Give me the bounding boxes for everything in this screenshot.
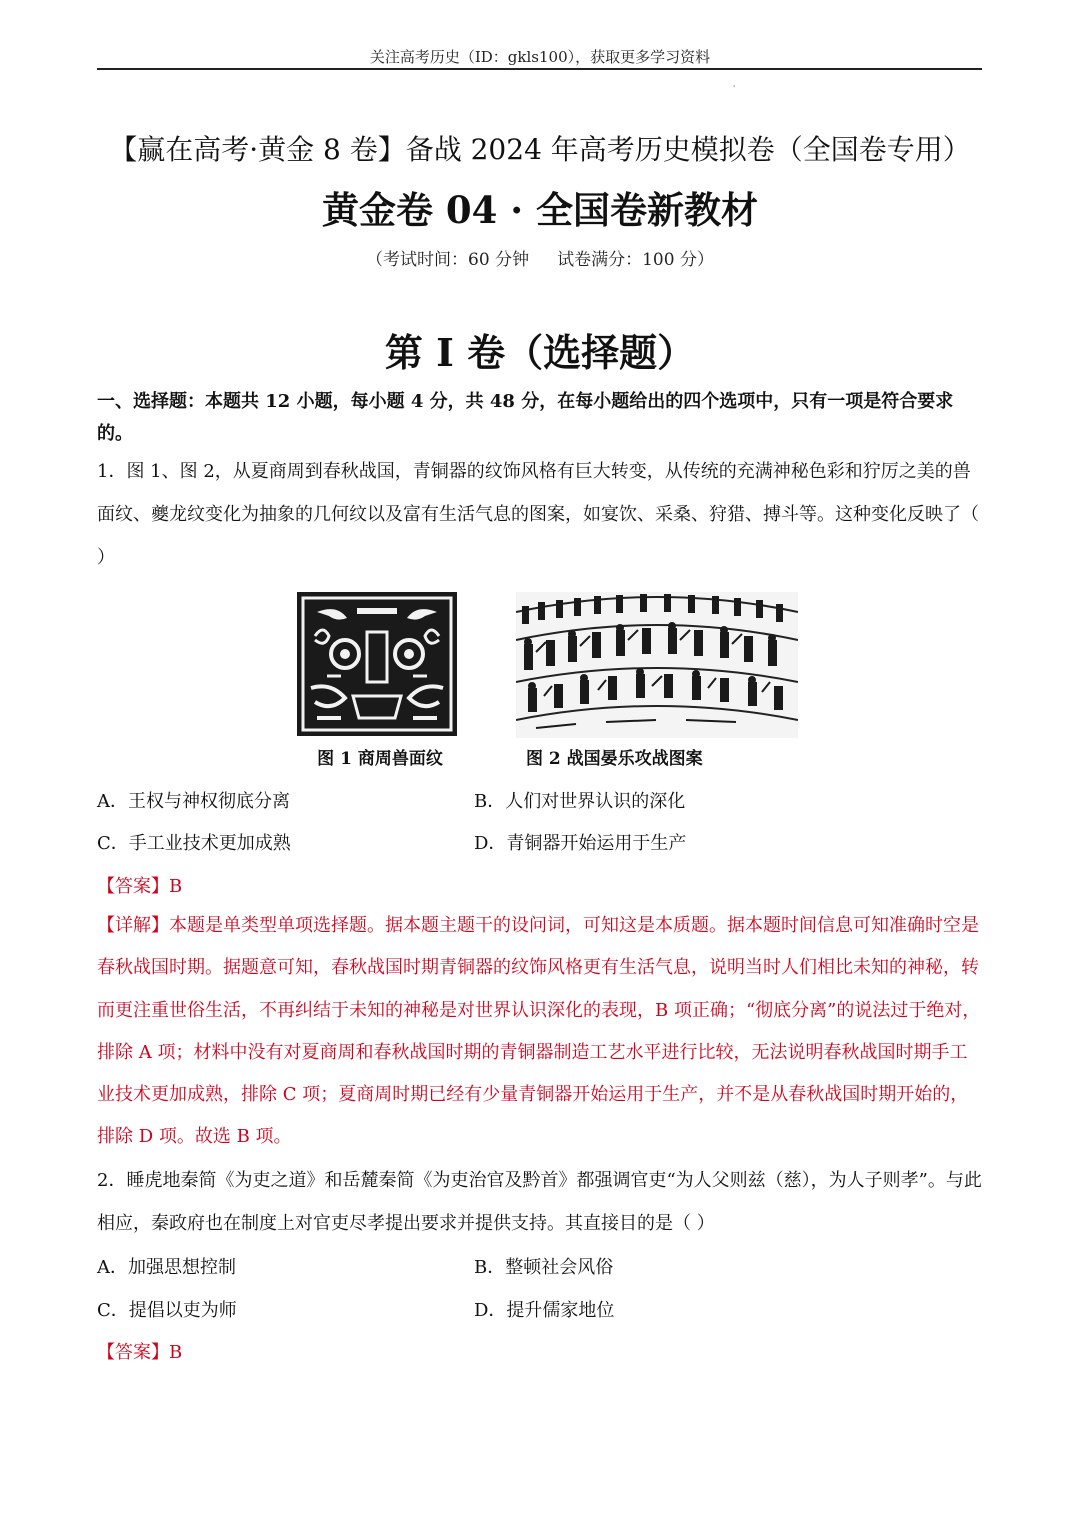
exam-score: 试卷满分：100 分）	[557, 250, 714, 270]
q2-answer: 【答案】B	[97, 1342, 183, 1363]
q1-option-d: D．青铜器开始运用于生产	[474, 833, 687, 854]
question-2-stem: 2．睡虎地秦简《为吏之道》和岳麓秦简《为吏治官及黔首》都强调官吏“为人父则兹（慈），为人子则孝”。与此相应，秦政府也在制度上对官吏尽孝提出要求并提供支持。其直接目的是（ ）	[97, 1170, 982, 1234]
header-rule	[97, 68, 982, 70]
figure-2-caption: 图 2 战国晏乐攻战图案	[526, 749, 703, 769]
q2-option-d: D．提升儒家地位	[474, 1300, 615, 1321]
header-mark: '	[733, 84, 736, 93]
section-instructions: 一、选择题：本题共 12 小题，每小题 4 分，共 48 分，在每小题给出的四个选项中，只有一项是符合要求的。	[97, 391, 954, 444]
question-1-stem: 1．图 1、图 2，从夏商周到春秋战国，青铜器的纹饰风格有巨大转变，从传统的充满神秘色彩和狞厉之美的兽面纹、夔龙纹变化为抽象的几何纹以及富有生活气息的图案，如宴饮、采桑、狩猎、搏斗等。这种变化反映了（ ）	[97, 461, 979, 568]
q1-answer: 【答案】B	[97, 876, 183, 897]
section-title: 第 I 卷（选择题）	[384, 330, 696, 375]
q2-option-c: C．提倡以吏为师	[97, 1300, 237, 1321]
q1-option-c: C．手工业技术更加成熟	[97, 833, 291, 854]
q1-detail: 【详解】本题是单类型单项选择题。据本题主题干的设问词，可知这是本质题。据本题时间信息可知准确时空是春秋战国时期。据题意可知，春秋战国时期青铜器的纹饰风格更有生活气息，说明当时人们相比未知的神秘，转而更注重世俗生活，不再纠结于未知的神秘是对世界认识深化的表现，B 项正确；“彻底分离”的说法过于绝对，排除 A 项；材料中没有对夏商周和春秋战国时期的青铜器制造工艺水平进行比较，无法说明春秋战国时期手工业技术更加成熟，排除 C 项；夏商周时期已经有少量青铜器开始运用于生产，并不是从春秋战国时期开始的，排除 D 项。故选 B 项。	[97, 915, 981, 1148]
paper-subtitle: 黄金卷 04 · 全国卷新教材	[321, 188, 758, 232]
figure-1-caption: 图 1 商周兽面纹	[317, 749, 443, 769]
q2-option-a: A．加强思想控制	[97, 1257, 236, 1278]
page-header: 关注高考历史（ID：gkls100），获取更多学习资料	[369, 48, 711, 66]
exam-info	[0, 245, 1080, 270]
figure-2-banquet-battle-image	[516, 592, 798, 738]
q1-option-a: A．王权与神权彻底分离	[97, 791, 290, 812]
figure-1-beast-face-image	[297, 592, 457, 736]
q2-option-b: B．整顿社会风俗	[474, 1257, 614, 1278]
paper-title: 【赢在高考·黄金 8 卷】备战 2024 年高考历史模拟卷（全国卷专用）	[109, 133, 971, 166]
exam-time: （考试时间：60 分钟	[366, 250, 530, 270]
q1-option-b: B．人们对世界认识的深化	[474, 791, 686, 812]
